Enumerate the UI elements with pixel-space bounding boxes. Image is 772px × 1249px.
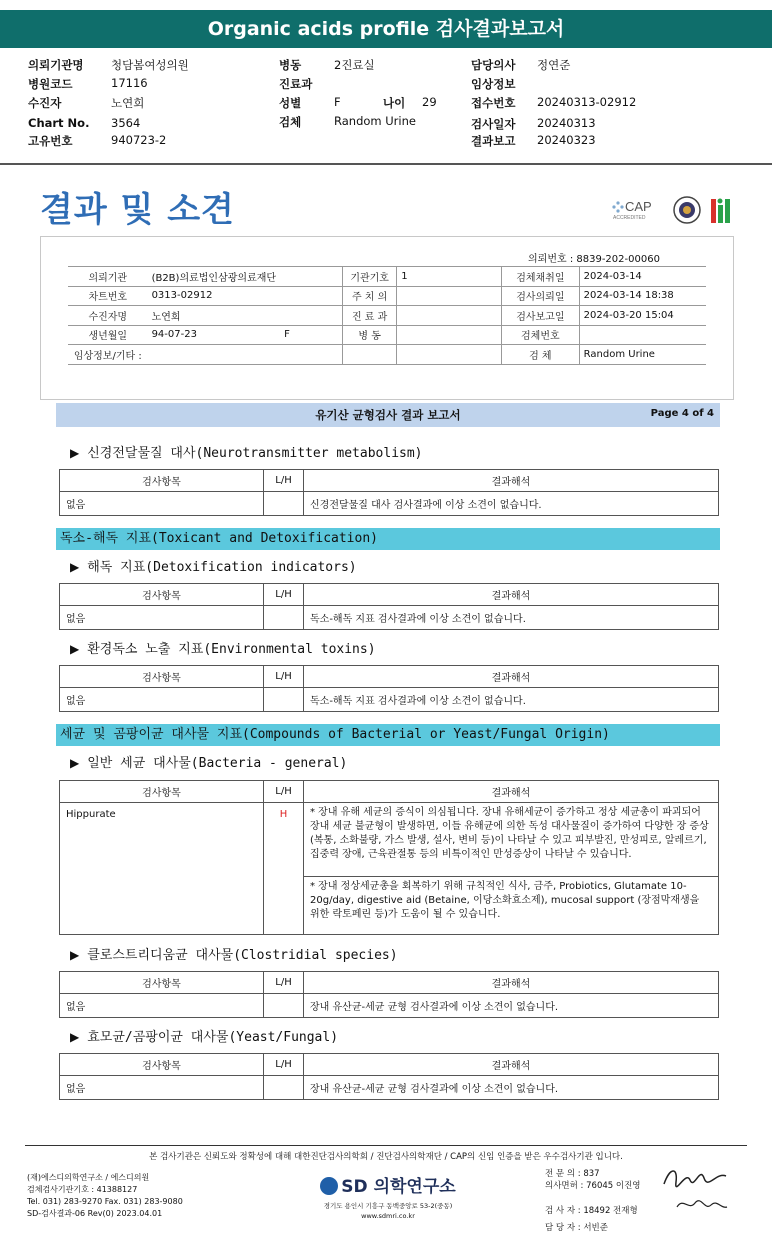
info-cell: 생년월일 xyxy=(68,325,148,345)
info-cell: 1 xyxy=(397,267,502,287)
table-row: 없음 장내 유산균-세균 균형 검사결과에 이상 소견이 없습니다. xyxy=(60,994,719,1018)
info-row xyxy=(68,345,706,365)
info-cell: (B2B)의료법인삼광의료재단 xyxy=(148,267,281,287)
triangle-right-icon: ▶ xyxy=(70,1030,80,1044)
info-cell: 2024-03-20 15:04 xyxy=(579,306,706,326)
table-row: 없음 독소-해독 지표 검사결과에 이상 소견이 없습니다. xyxy=(60,606,719,630)
info-cell xyxy=(579,325,706,345)
result-table: 검사항목 L/H 결과해석 없음 신경전달물질 대사 검사결과에 이상 소견이 없습니다. xyxy=(59,469,719,516)
report-title-bar xyxy=(56,403,720,427)
table-row: 없음 장내 유산균-세균 균형 검사결과에 이상 소견이 없습니다. xyxy=(60,1076,719,1100)
header-value: 3564 xyxy=(111,116,141,130)
page-number: Page 4 of 4 xyxy=(650,408,714,419)
header-label: 성별 xyxy=(279,96,302,110)
triangle-right-icon: ▶ xyxy=(70,948,80,962)
table-row: * 장내 정상세균총을 회복하기 위해 규칙적인 식사, 금주, Probiotics, Glutamate 10-20g/day, digestive aid (Betaine, 이당소화효소제), mucosal support (장점막재생을 위한 락토페린 등)가 도움이 될 수 있습니다. xyxy=(60,877,719,935)
section-heading: ▶ 환경독소 노출 지표(Environmental toxins) xyxy=(70,642,376,657)
info-cell: 검체채취일 xyxy=(502,267,580,287)
header-value: F xyxy=(334,95,341,109)
info-cell: Random Urine xyxy=(579,345,706,365)
info-cell: 차트번호 xyxy=(68,286,148,306)
info-cell xyxy=(280,267,342,287)
signatories: 전 문 의 : 837 의사면허 : 76045 이진영 검 사 자 : 18492 전재형 담 당 자 : 서빈준 xyxy=(545,1169,641,1233)
info-cell: 의뢰기관 xyxy=(68,267,148,287)
header-value: 940723-2 xyxy=(111,133,167,147)
info-cell: 기관기호 xyxy=(343,267,397,287)
report-title: 유기산 균형검사 결과 보고서 xyxy=(315,408,461,422)
header-label: 나이 xyxy=(383,96,406,110)
header-label: 담당의사 xyxy=(471,58,516,72)
header-value: 29 xyxy=(422,95,437,109)
high-flag: H xyxy=(264,803,304,935)
result-table: 검사항목 L/H 결과해석 Hippurate H * 장내 유해 세균의 증식이 의심됩니다. 장내 유해세균이 증가하고 정상 세균총이 파괴되어 장내 세균 불균형이 발생하면, 이들 유해균에 의한 독성 대사물질이 증가하여 다양한 장 증상(복통, 소화불량, 가스 발생, 설사, 변비 등)이 나타날 수 있고 피부발진, 만성피로, 알레르기, 집중력 장애, 근육관절통 등의 비특이적인 만성증상이 나타날 수 있습니다. * 장내 정상세균총을 회복하기 위해 규칙적인 식사, 금주, Probiotics, Glutamate 10-20g/day, digestive aid (Betaine, 이당소화효소제), mucosal support (장점막재생을 위한 락토페린 등)가 도움이 될 수 있습니다. xyxy=(59,780,719,935)
cap-logo-icon xyxy=(608,195,738,227)
header-label: 병원코드 xyxy=(28,77,73,91)
info-cell: 검체번호 xyxy=(502,325,580,345)
lab-contact: (재)에스디의학연구소 / 에스디의원 검체검사기관기호 : 41388127 Tel. 031) 283-9270 Fax. 031) 283-9080 SD-검사결과-06 Rev(0) 2023.04.01 xyxy=(27,1173,183,1218)
table-row: Hippurate H * 장내 유해 세균의 증식이 의심됩니다. 장내 유해세균이 증가하고 정상 세균총이 파괴되어 장내 세균 불균형이 발생하면, 이들 유해균에 의한 독성 대사물질이 증가하여 다양한 장 증상(복통, 소화불량, 가스 발생, 설사, 변비 등)이 나타날 수 있고 피부발진, 만성피로, 알레르기, 집중력 장애, 근육관절통 등의 비특이적인 만성증상이 나타날 수 있습니다. xyxy=(60,803,719,877)
request-number: 의뢰번호 : 8839-202-00060 xyxy=(528,254,660,265)
header-value: 2진료실 xyxy=(334,58,375,72)
info-cell xyxy=(280,306,342,326)
header-value: 20240323 xyxy=(537,133,596,147)
section-bar: 세균 및 곰팡이균 대사물 지표(Compounds of Bacterial or Yeast/Fungal Origin) xyxy=(56,724,720,746)
info-cell: 검사보고일 xyxy=(502,306,580,326)
header-value: 17116 xyxy=(111,76,148,90)
info-cell: 노연희 xyxy=(148,306,281,326)
header-value: Random Urine xyxy=(334,114,416,128)
header-label: 검사일자 xyxy=(471,117,516,131)
info-cell xyxy=(397,306,502,326)
header-value: 정연준 xyxy=(537,58,571,72)
physician-signature xyxy=(660,1162,730,1192)
header-label: 접수번호 xyxy=(471,96,516,110)
sd-logo-icon xyxy=(320,1177,338,1195)
svg-text:CAP: CAP xyxy=(625,199,652,214)
header-value: 청담봄여성의원 xyxy=(111,58,189,72)
result-table: 검사항목 L/H 결과해석 없음 독소-해독 지표 검사결과에 이상 소견이 없습니다. xyxy=(59,583,719,630)
info-cell xyxy=(343,345,397,365)
info-cell: 주 치 의 xyxy=(343,286,397,306)
table-row: 없음 독소-해독 지표 검사결과에 이상 소견이 없습니다. xyxy=(60,688,719,712)
info-cell: 0313-02912 xyxy=(148,286,281,306)
info-cell: 수진자명 xyxy=(68,306,148,326)
info-cell: 진 료 과 xyxy=(343,306,397,326)
header-value: 20240313 xyxy=(537,116,596,130)
info-row xyxy=(68,306,706,326)
info-cell: 병 동 xyxy=(343,325,397,345)
header-label: 고유번호 xyxy=(28,134,73,148)
info-cell xyxy=(280,286,342,306)
section-heading: ▶ 효모균/곰팡이균 대사물(Yeast/Fungal) xyxy=(70,1030,339,1045)
header-divider xyxy=(0,163,772,165)
info-cell: 2024-03-14 18:38 xyxy=(579,286,706,306)
result-table: 검사항목 L/H 결과해석 없음 장내 유산균-세균 균형 검사결과에 이상 소견이 없습니다. xyxy=(59,971,719,1018)
info-cell: 임상정보/기타 : xyxy=(68,345,148,365)
accreditation-logos xyxy=(608,195,738,227)
header-label: 진료과 xyxy=(279,77,313,91)
section-heading: ▶ 클로스트리디움균 대사물(Clostridial species) xyxy=(70,948,398,963)
result-table: 검사항목 L/H 결과해석 없음 독소-해독 지표 검사결과에 이상 소견이 없습니다. xyxy=(59,665,719,712)
info-cell xyxy=(397,345,502,365)
info-row xyxy=(68,286,706,306)
info-cell xyxy=(280,345,342,365)
info-cell xyxy=(148,345,281,365)
info-cell xyxy=(397,286,502,306)
info-cell: 94-07-23 xyxy=(148,325,281,345)
accreditation-note: 본 검사기관은 신뢰도와 정확성에 대해 대한진단검사의학회 / 진단검사의학재단 / CAP의 신임 인증을 받은 우수검사기관 입니다. xyxy=(149,1152,623,1162)
header-value: 노연희 xyxy=(111,96,145,110)
header-label: 의뢰기관명 xyxy=(28,58,84,72)
header-value: 20240313-02912 xyxy=(537,95,637,109)
patient-header xyxy=(0,55,772,165)
triangle-right-icon: ▶ xyxy=(70,756,80,770)
triangle-right-icon: ▶ xyxy=(70,642,80,656)
info-row xyxy=(68,267,706,287)
header-label: Chart No. xyxy=(28,116,90,130)
svg-text:ACCREDITED: ACCREDITED xyxy=(613,215,646,221)
info-cell: F xyxy=(280,325,342,345)
info-row xyxy=(68,325,706,345)
header-label: 임상정보 xyxy=(471,77,516,91)
sample-info-table xyxy=(68,266,706,365)
section-bar: 독소-해독 지표(Toxicant and Detoxification) xyxy=(56,528,720,550)
lab-brand: SD 의학연구소 경기도 용인시 기흥구 동백중앙로 53-2(중동) www.sdmri.co.kr xyxy=(318,1172,458,1221)
result-title: 결과 및 소견 xyxy=(40,190,235,230)
section-heading: ▶ 해독 지표(Detoxification indicators) xyxy=(70,560,357,575)
table-row: 없음 신경전달물질 대사 검사결과에 이상 소견이 없습니다. xyxy=(60,492,719,516)
triangle-right-icon: ▶ xyxy=(70,560,80,574)
report-banner: Organic acids profile 검사결과보고서 xyxy=(0,10,772,48)
info-cell: 검사의뢰일 xyxy=(502,286,580,306)
result-table: 검사항목 L/H 결과해석 없음 장내 유산균-세균 균형 검사결과에 이상 소견이 없습니다. xyxy=(59,1053,719,1100)
info-cell: 검 체 xyxy=(502,345,580,365)
technician-signature xyxy=(675,1195,730,1217)
header-label: 수진자 xyxy=(28,96,62,110)
info-cell xyxy=(397,325,502,345)
header-label: 결과보고 xyxy=(471,134,516,148)
info-cell: 2024-03-14 xyxy=(579,267,706,287)
section-heading: ▶ 신경전달물질 대사(Neurotransmitter metabolism) xyxy=(70,446,423,461)
header-label: 병동 xyxy=(279,58,302,72)
triangle-right-icon: ▶ xyxy=(70,446,80,460)
section-heading: ▶ 일반 세균 대사물(Bacteria - general) xyxy=(70,756,348,771)
footer-divider xyxy=(25,1145,747,1146)
header-label: 검체 xyxy=(279,115,302,129)
